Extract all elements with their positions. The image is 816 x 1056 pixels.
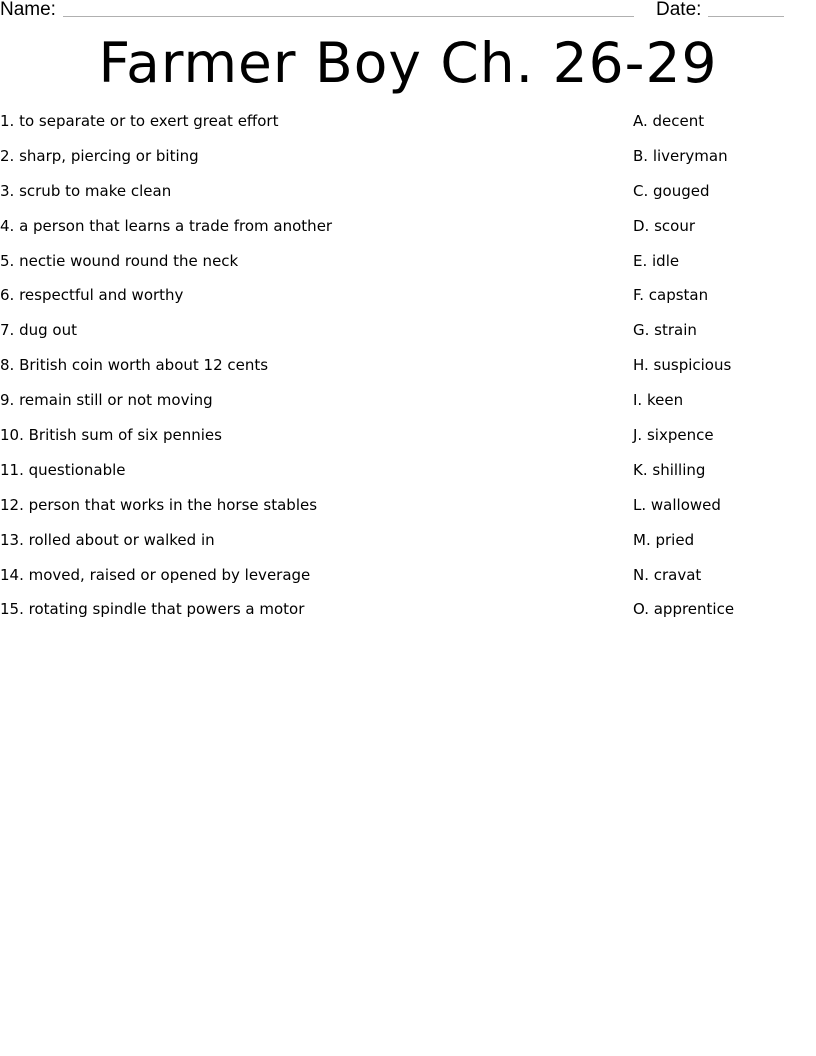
answer-item: J. sixpence (633, 426, 714, 445)
clue-item: 1. to separate or to exert great effort (0, 112, 279, 130)
answer-item: H. suspicious (633, 356, 732, 375)
clue-item: 10. British sum of six pennies (0, 426, 222, 445)
clue-item: 2. sharp, piercing or biting (0, 146, 199, 165)
clue-item: 8. British coin worth about 12 cents (0, 356, 269, 375)
answer-item: O. apprentice (633, 600, 735, 619)
clue-item: 11. questionable (0, 460, 126, 479)
answer-item: B. liveryman (633, 146, 728, 165)
clue-item: 3. scrub to make clean (0, 181, 172, 200)
date-line (708, 16, 784, 17)
name-date-header (0, 0, 816, 24)
clue-item: 9. remain still or not moving (0, 391, 213, 410)
answer-item: A. decent (633, 112, 705, 130)
answer-item: I. keen (633, 391, 684, 410)
answer-item: G. strain (633, 321, 697, 340)
answer-item: C. gouged (633, 181, 710, 200)
name-label: Name: (0, 0, 56, 20)
answer-item: F. capstan (633, 286, 709, 305)
answer-item: E. idle (633, 251, 680, 270)
answer-item: L. wallowed (633, 495, 721, 514)
answer-item: M. pried (633, 530, 695, 549)
answer-list (633, 111, 813, 634)
clue-list (0, 111, 600, 634)
answer-item: N. cravat (633, 565, 702, 584)
clue-item: 6. respectful and worthy (0, 286, 184, 305)
clue-item: 5. nectie wound round the neck (0, 251, 239, 270)
clue-item: 14. moved, raised or opened by leverage (0, 565, 311, 584)
name-line (63, 16, 634, 17)
worksheet-title: Farmer Boy Ch. 26-29 (98, 31, 718, 95)
answer-item: K. shilling (633, 460, 706, 479)
clue-item: 12. person that works in the horse stables (0, 495, 318, 514)
date-label: Date: (656, 0, 702, 20)
clue-item: 13. rolled about or walked in (0, 530, 215, 549)
answer-item: D. scour (633, 216, 695, 235)
clue-item: 15. rotating spindle that powers a motor (0, 600, 305, 619)
clue-item: 4. a person that learns a trade from another (0, 216, 333, 235)
clue-item: 7. dug out (0, 321, 77, 340)
